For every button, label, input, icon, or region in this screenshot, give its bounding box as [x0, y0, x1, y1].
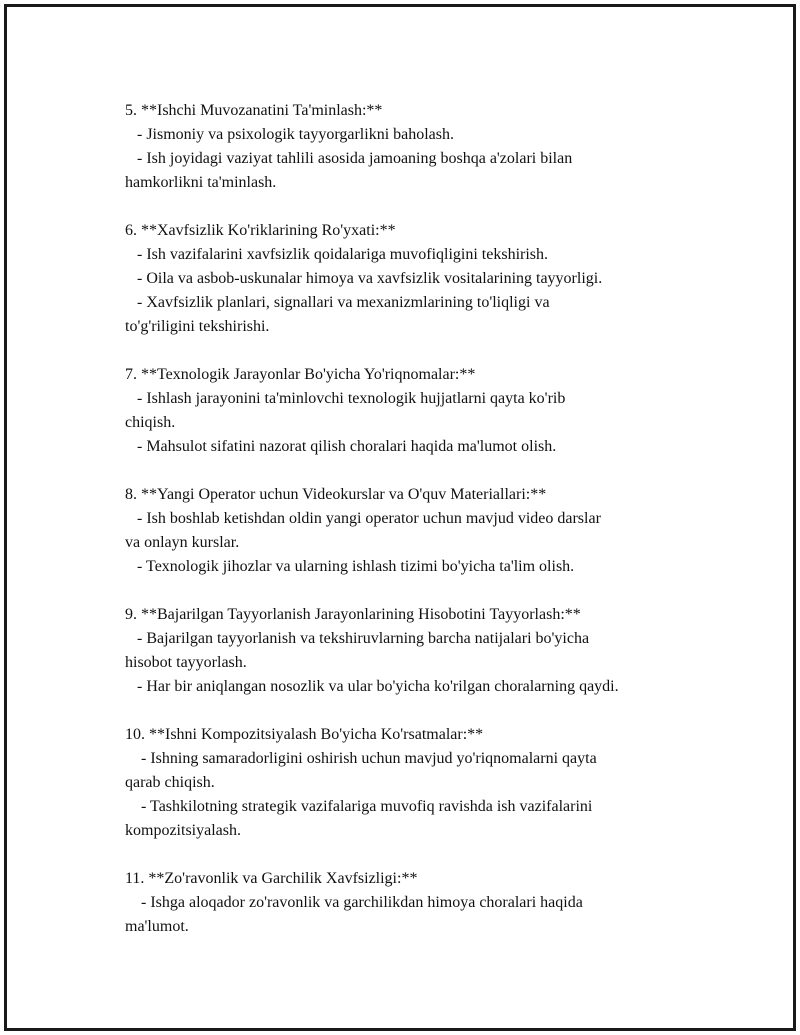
- section-line: - Mahsulot sifatini nazorat qilish choralari haqida ma'lumot olish.: [125, 438, 557, 455]
- section-10: [125, 723, 705, 843]
- page-frame: [4, 4, 796, 1031]
- section-11: [125, 867, 705, 939]
- section-line: - Har bir aniqlangan nosozlik va ular bo'yicha ko'rilgan choralarning qaydi.: [125, 678, 619, 695]
- section-line: hamkorlikni ta'minlash.: [125, 174, 277, 191]
- section-line: - Ish boshlab ketishdan oldin yangi operator uchun mavjud video darslar: [125, 510, 601, 527]
- section-heading: 8. **Yangi Operator uchun Videokurslar va O'quv Materiallari:**: [125, 486, 547, 503]
- section-line: ma'lumot.: [125, 918, 189, 935]
- section-line: - Ishlash jarayonini ta'minlovchi texnologik hujjatlarni qayta ko'rib: [125, 390, 566, 407]
- section-line: hisobot tayyorlash.: [125, 654, 247, 671]
- section-heading: 10. **Ishni Kompozitsiyalash Bo'yicha Ko'rsatmalar:**: [125, 726, 484, 743]
- section-heading: 9. **Bajarilgan Tayyorlanish Jarayonlarining Hisobotini Tayyorlash:**: [125, 606, 581, 623]
- section-heading: 5. **Ishchi Muvozanatini Ta'minlash:**: [125, 102, 383, 119]
- section-line: to'g'riligini tekshirishi.: [125, 318, 270, 335]
- section-heading: 11. **Zo'ravonlik va Garchilik Xavfsizligi:**: [125, 870, 418, 887]
- section-line: - Texnologik jihozlar va ularning ishlash tizimi bo'yicha ta'lim olish.: [125, 558, 575, 575]
- section-line: - Oila va asbob-uskunalar himoya va xavfsizlik vositalarining tayyorligi.: [125, 270, 603, 287]
- section-9: [125, 603, 705, 699]
- document-body: [125, 99, 705, 963]
- section-line: - Ishga aloqador zo'ravonlik va garchilikdan himoya choralari haqida: [125, 894, 583, 911]
- section-line: va onlayn kurslar.: [125, 534, 240, 551]
- section-line: - Jismoniy va psixologik tayyorgarlikni baholash.: [125, 126, 455, 143]
- section-line: - Xavfsizlik planlari, signallari va mexanizmlarining to'liqligi va: [125, 294, 550, 311]
- section-heading: 6. **Xavfsizlik Ko'riklarining Ro'yxati:**: [125, 222, 396, 239]
- section-6: [125, 219, 705, 339]
- section-line: chiqish.: [125, 414, 176, 431]
- section-line: - Bajarilgan tayyorlanish va tekshiruvlarning barcha natijalari bo'yicha: [125, 630, 590, 647]
- section-line: - Ish vazifalarini xavfsizlik qoidalariga muvofiqligini tekshirish.: [125, 246, 549, 263]
- section-line: kompozitsiyalash.: [125, 822, 241, 839]
- section-5: [125, 99, 705, 195]
- section-7: [125, 363, 705, 459]
- section-heading: 7. **Texnologik Jarayonlar Bo'yicha Yo'riqnomalar:**: [125, 366, 476, 383]
- section-line: - Ishning samaradorligini oshirish uchun mavjud yo'riqnomalarni qayta: [125, 750, 597, 767]
- section-line: - Ish joyidagi vaziyat tahlili asosida jamoaning boshqa a'zolari bilan: [125, 150, 573, 167]
- section-8: [125, 483, 705, 579]
- section-line: - Tashkilotning strategik vazifalariga muvofiq ravishda ish vazifalarini: [125, 798, 593, 815]
- section-line: qarab chiqish.: [125, 774, 215, 791]
